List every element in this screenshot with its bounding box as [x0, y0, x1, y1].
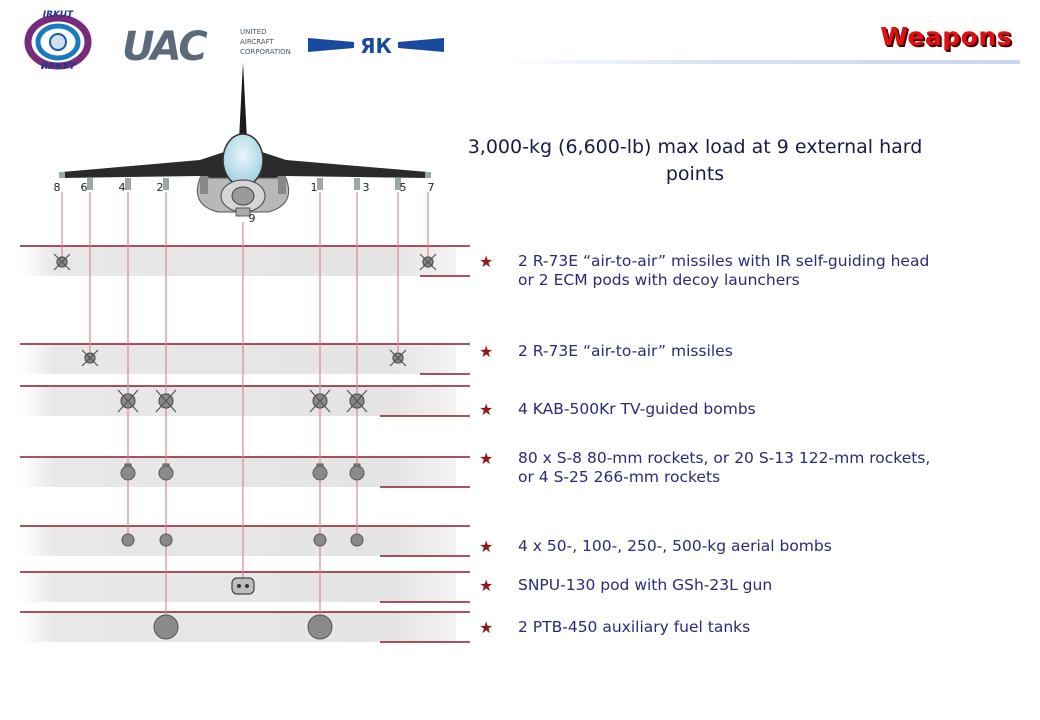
- star-bullet-icon: ★: [479, 618, 494, 637]
- loadout-item: [476, 449, 1016, 489]
- uac-logo-mark: UAC: [122, 24, 206, 66]
- loadout-text: SNPU-130 pod with GSh-23L gun: [518, 576, 773, 594]
- star-bullet-icon: ★: [479, 537, 494, 556]
- loadout-text: 2 PTB-450 auxiliary fuel tanks: [518, 618, 751, 636]
- star-bullet-icon: ★: [479, 252, 494, 271]
- yak-logo-text: ЯК: [360, 34, 392, 58]
- hardpoint-label-1: 1: [310, 181, 318, 194]
- hardpoint-label-2: 2: [156, 181, 164, 194]
- hardpoint-label-4: 4: [118, 181, 126, 194]
- loadout-text: 80 x S-8 80-mm rockets, or 20 S-13 122-mm rockets,: [518, 449, 931, 467]
- loadout-item: [476, 342, 1016, 362]
- loadout-item: [476, 400, 1016, 420]
- station-band: [20, 526, 456, 556]
- max-load-line2: points: [665, 163, 725, 185]
- station-band: [20, 246, 456, 276]
- loadout-item: [476, 252, 1016, 292]
- loadout-text: 2 R-73E “air-to-air” missiles: [518, 342, 733, 360]
- star-bullet-icon: ★: [479, 449, 494, 468]
- station-band: [20, 457, 456, 487]
- station-band: [20, 386, 456, 416]
- loadout-item: [476, 618, 1016, 638]
- hardpoint-label-6: 6: [80, 181, 88, 194]
- loadout-text-cont: or 2 ECM pods with decoy launchers: [518, 271, 800, 289]
- star-bullet-icon: ★: [479, 342, 494, 361]
- hardpoint-label-8: 8: [53, 181, 61, 194]
- irkut-logo-text: IRKUT: [42, 10, 74, 20]
- hardpoint-label-3: 3: [362, 181, 370, 194]
- hardpoint-label-9: 9: [248, 212, 256, 225]
- irkut-logo-text-cyrillic: ИРКУТ: [40, 62, 76, 70]
- loadout-item: [476, 537, 1016, 557]
- page-title: Weapons: [880, 22, 1012, 51]
- gun-pod-icon: [232, 578, 254, 594]
- uac-logo-line1: UNITED: [240, 28, 267, 36]
- star-bullet-icon: ★: [479, 576, 494, 595]
- yak-logo: [306, 30, 446, 60]
- hardpoint-label-7: 7: [427, 181, 435, 194]
- hardpoint-label-5: 5: [399, 181, 407, 194]
- loadout-text: 4 KAB-500Kr TV-guided bombs: [518, 400, 756, 418]
- star-bullet-icon: ★: [479, 400, 494, 419]
- station-band: [20, 612, 456, 642]
- loadout-text: 4 x 50-, 100-, 250-, 500-kg aerial bombs: [518, 537, 832, 555]
- loadout-text: 2 R-73E “air-to-air” missiles with IR self-guiding head: [518, 252, 930, 270]
- max-load-line1: 3,000-kg (6,600-lb) max load at 9 external hard: [467, 136, 923, 158]
- uac-logo-line3: CORPORATION: [240, 48, 291, 56]
- loadout-item: [476, 576, 1016, 596]
- loadout-text-cont: or 4 S-25 266-mm rockets: [518, 468, 721, 486]
- aircraft-front-view: [59, 62, 431, 216]
- uac-logo-line2: AIRCRAFT: [240, 38, 274, 46]
